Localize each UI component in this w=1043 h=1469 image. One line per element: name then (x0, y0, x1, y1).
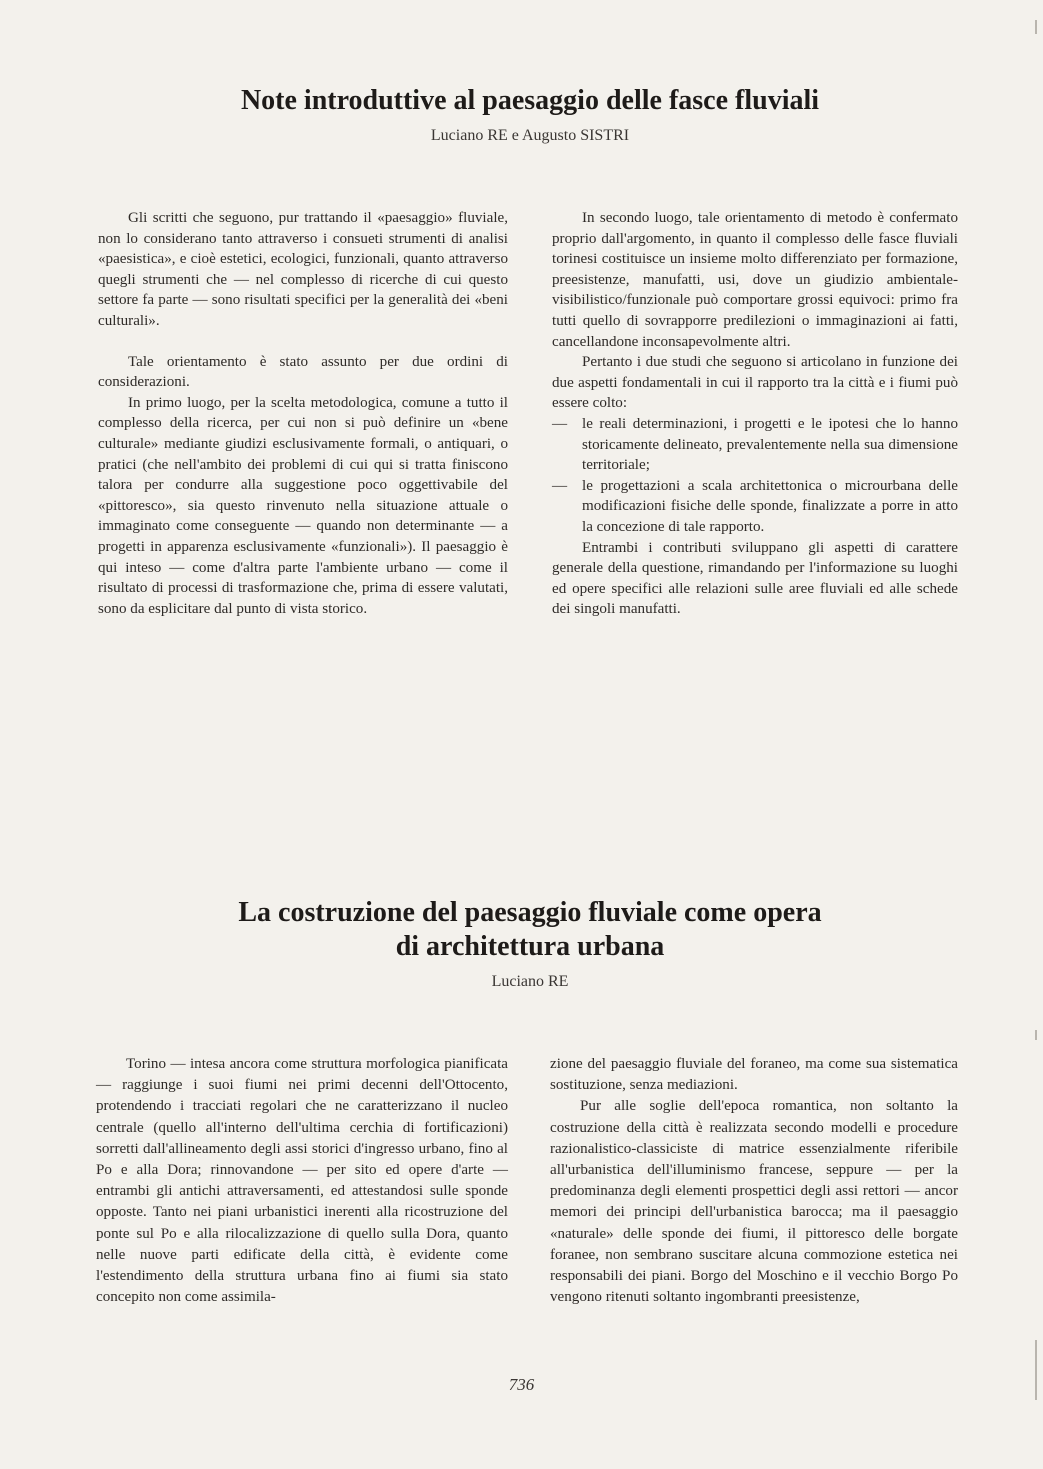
list-item (552, 476, 958, 538)
article1-right-column (552, 208, 958, 620)
page-number: 736 (508, 1375, 535, 1394)
article1-left-column (98, 208, 508, 619)
list-item-text: le progettazioni a scala architettonica o microurbana delle modificazioni fisiche delle sponde, finalizzate a porre in atto la concezione di tale rapporto. (582, 477, 958, 535)
list-item-text: le reali determinazioni, i progetti e le ipotesi che lo hanno storicamente delineato, prevalentemente nella sua dimensione territoriale; (582, 415, 958, 474)
article2-right-column (550, 1054, 958, 1308)
article1-authors: Luciano RE e Augusto SISTRI (430, 127, 630, 144)
article1-title: Note introduttive al paesaggio delle fasce fluviali (240, 85, 820, 116)
scan-edge-mark (1035, 20, 1037, 34)
paragraph: Tale orientamento è stato assunto per due ordini di considerazioni. (98, 353, 508, 391)
article2-title-line1: La costruzione del paesaggio fluviale come opera (238, 897, 822, 928)
paragraph: Gli scritti che seguono, pur trattando il «paesaggio» fluviale, non lo considerano tanto attraverso i consueti strumenti di analisi «paesistica», e cioè estetici, ecologici, funzionali, quanto attraverso quegli strumenti che — nel complesso di ricerche di cui questo settore fa parte — sono risultati specifici per la generalità dei «beni culturali». (98, 210, 508, 329)
article2-title-line2: di architettura urbana (395, 931, 665, 962)
dash-marker: — (552, 477, 568, 494)
paragraph: zione del paesaggio fluviale del foraneo, ma come sua sistematica sostituzione, senza mediazioni. (550, 1056, 958, 1094)
paragraph: In primo luogo, per la scelta metodologica, comune a tutto il complesso della ricerca, per cui non si può definire un «bene culturale» mediante giudizi esclusivamente formali, o antiquari, o pratici (che nell'ambito dei problemi di cui qui si tratta finiscono talora per condurre alla suggestione poco oggettivabile del «pittoresco», sia questo rinvenuto nella situazione attuale o immaginato come conseguente — quando non determinante — a progetti in apparenza esclusivamente «funzionali»). Il paesaggio è qui inteso — come d'altra parte l'ambiente urbano — come il risultato di processi di trasformazione che, prima di essere valutati, sono da esplicitare dal punto di vista storico. (98, 394, 508, 617)
paragraph: Pur alle soglie dell'epoca romantica, non soltanto la costruzione della città è realizzata secondo modelli e procedure razionalistico-classiciste di matrice essenzialmente riferibile all'urbanistica dell'illuminismo francese, seppure — per la predominanza degli elementi prospettici degli assi rettori — ancor memori dei principi dell'urbanistica barocca; ma il paesaggio «naturale» delle sponde dei fiumi, il pittoresco delle borgate foranee, non sembrano suscitare alcuna commozione estetica nei responsabili dei piani. Borgo del Moschino e il vecchio Borgo Po vengono ritenuti soltanto ingombranti preesistenze, (550, 1098, 958, 1306)
scan-edge-mark (1035, 1340, 1037, 1400)
dash-marker: — (552, 415, 568, 432)
article2-left-column (96, 1054, 508, 1308)
paragraph: Entrambi i contributi sviluppano gli aspetti di carattere generale della questione, rimandando per l'informazione su luoghi ed opere specifici alle relazioni sulle aree fluviali ed alle schede dei singoli manufatti. (552, 539, 958, 618)
dash-list (552, 414, 958, 538)
article2-author: Luciano RE (491, 973, 569, 990)
article2-title (90, 896, 970, 964)
paragraph: In secondo luogo, tale orientamento di metodo è confermato proprio dall'argomento, in quanto il complesso delle fasce fluviali torinesi costituisce un insieme molto differenziato per formazione, preesistenze, manufatti, usi, dove un giudizio ambientale-visibilistico/funzionale può comportare grossi equivoci: primo fra tutti quello di sovrapporre predilezioni o immaginazioni ai fatti, cancellandone inconsapevolmente altri. (552, 210, 958, 350)
paragraph: Torino — intesa ancora come struttura morfologica pianificata — raggiunge i suoi fiumi nei primi decenni dell'Ottocento, protendendo i tracciati regolari che ne caratterizzano il nucleo centrale (quello all'interno dell'ultima cerchia di fortificazioni) sorretti dall'allineamento degli assi storici d'ingresso urbano, fino al Po e alla Dora; rinnovandone — per sito ed opere d'arte — entrambi gli antichi attraversamenti, ed attestandosi sulle sponde opposte. Tanto nei piani urbanistici inerenti alla ricostruzione del ponte sul Po e alla rilocalizzazione di quello sulla Dora, quanto nelle nuove parti edificate della città, è evidente come l'estendimento della struttura urbana fino ai fiumi sia stato concepito non come assimila- (96, 1056, 508, 1306)
paragraph: Pertanto i due studi che seguono si articolano in funzione dei due aspetti fondamentali in cui il rapporto tra la città e i fiumi può essere colto: (552, 354, 958, 412)
scan-edge-mark (1035, 1030, 1037, 1040)
list-item (552, 414, 958, 476)
